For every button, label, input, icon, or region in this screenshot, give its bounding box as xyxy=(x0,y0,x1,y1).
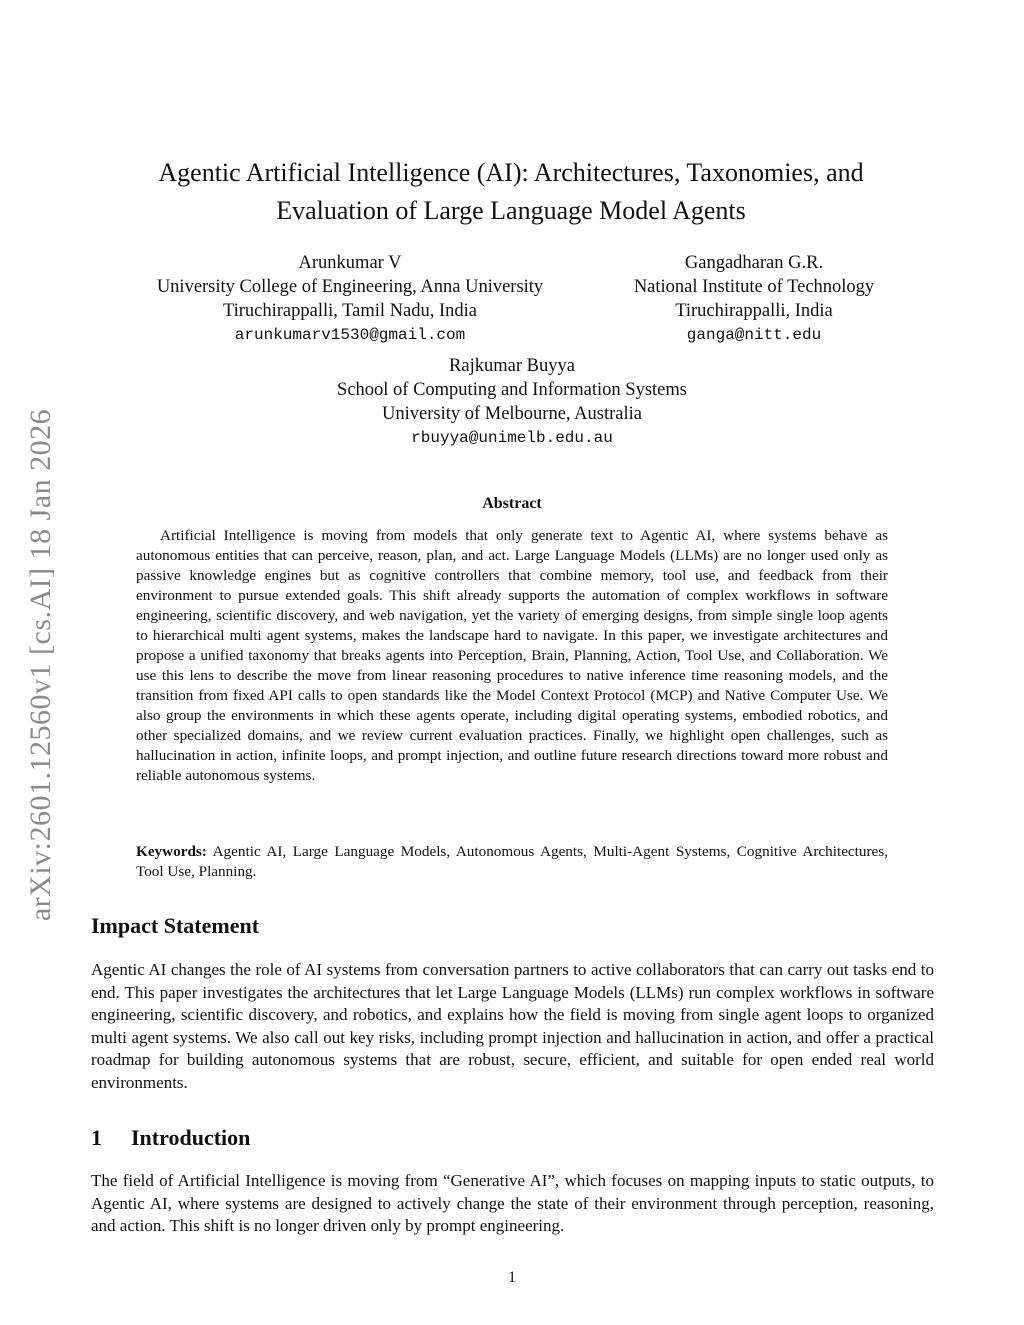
author-block-2 xyxy=(604,251,904,347)
author-name: Arunkumar V xyxy=(298,253,402,273)
author-email[interactable]: rbuyya@unimelb.edu.au xyxy=(411,429,613,447)
section-title: Introduction xyxy=(131,1125,251,1150)
author-location: Tiruchirappalli, India xyxy=(675,301,833,321)
abstract-text: Artificial Intelligence is moving from models that only generate text to Agentic AI, where systems behave as autonomous entities that can perceive, reason, plan, and act. Large Language Models (LLMs) are no longer used only as passive knowledge engines but as cognitive controllers that combine memory, tool use, and feedback from their environment to pursue extended goals. This shift already supports the automation of complex workflows in software engineering, scientific discovery, and web navigation, yet the variety of emerging designs, from simple single loop agents to hierarchical multi agent systems, makes the landscape hard to navigate. In this paper, we investigate architectures and propose a unified taxonomy that breaks agents into Perception, Brain, Planning, Action, Tool Use, and Collaboration. We use this lens to describe the move from linear reasoning procedures to native inference time reasoning models, and the transition from fixed API calls to open standards like the Model Context Protocol (MCP) and Native Computer Use. We also group the environments in which these agents operate, including digital operating systems, embodied robotics, and other specialized domains, and we review current evaluation practices. Finally, we highlight open challenges, such as hallucination in action, infinite loops, and prompt injection, and outline future research directions toward more robust and reliable autonomous systems. xyxy=(136,527,888,784)
arxiv-identifier-stamp: arXiv:2601.12560v1 [cs.AI] 18 Jan 2026 xyxy=(24,408,57,922)
author-affiliation: University College of Engineering, Anna University xyxy=(156,277,544,297)
impact-statement-heading: Impact Statement xyxy=(91,913,260,938)
author-location: University of Melbourne, Australia xyxy=(382,404,642,424)
author-block-1 xyxy=(130,251,570,347)
author-email[interactable]: ganga@nitt.edu xyxy=(686,326,822,344)
keywords-label: Keywords: xyxy=(136,843,207,860)
introduction-heading xyxy=(91,1125,250,1151)
author-block-3 xyxy=(262,354,762,450)
section-number: 1 xyxy=(91,1125,102,1150)
author-email[interactable]: arunkumarv1530@gmail.com xyxy=(234,326,466,344)
author-affiliation: National Institute of Technology xyxy=(633,277,875,297)
keywords-text: Agentic AI, Large Language Models, Autonomous Agents, Multi-Agent Systems, Cognitive Architectures, Tool Use, Planning. xyxy=(136,843,888,880)
introduction-text: The field of Artificial Intelligence is moving from “Generative AI”, which focuses on mapping inputs to static outputs, to Agentic AI, where systems are designed to actively change the state of their environment through perception, reasoning, and action. This shift is no longer driven only by prompt engineering. xyxy=(91,1171,934,1236)
keywords xyxy=(136,842,888,882)
page-number: 1 xyxy=(508,1269,516,1286)
abstract-heading: Abstract xyxy=(482,495,542,512)
author-affiliation: School of Computing and Information Systems xyxy=(337,380,687,400)
author-name: Rajkumar Buyya xyxy=(449,356,575,376)
author-location: Tiruchirappalli, Tamil Nadu, India xyxy=(222,301,478,321)
paper-title: Agentic Artificial Intelligence (AI): Architectures, Taxonomies, and Evaluation of Large Language Model Agents xyxy=(158,158,864,225)
impact-statement-text: Agentic AI changes the role of AI systems from conversation partners to active collaborators that can carry out tasks end to end. This paper investigates the architectures that let Large Language Models (LLMs) run complex workflows in software engineering, scientific discovery, and robotics, and explains how the field is moving from single agent loops to organized multi agent systems. We also call out key risks, including prompt injection and hallucination in action, and offer a practical roadmap for building autonomous systems that are robust, secure, efficient, and suitable for open ended real world environments. xyxy=(91,960,934,1092)
author-name: Gangadharan G.R. xyxy=(684,253,824,273)
